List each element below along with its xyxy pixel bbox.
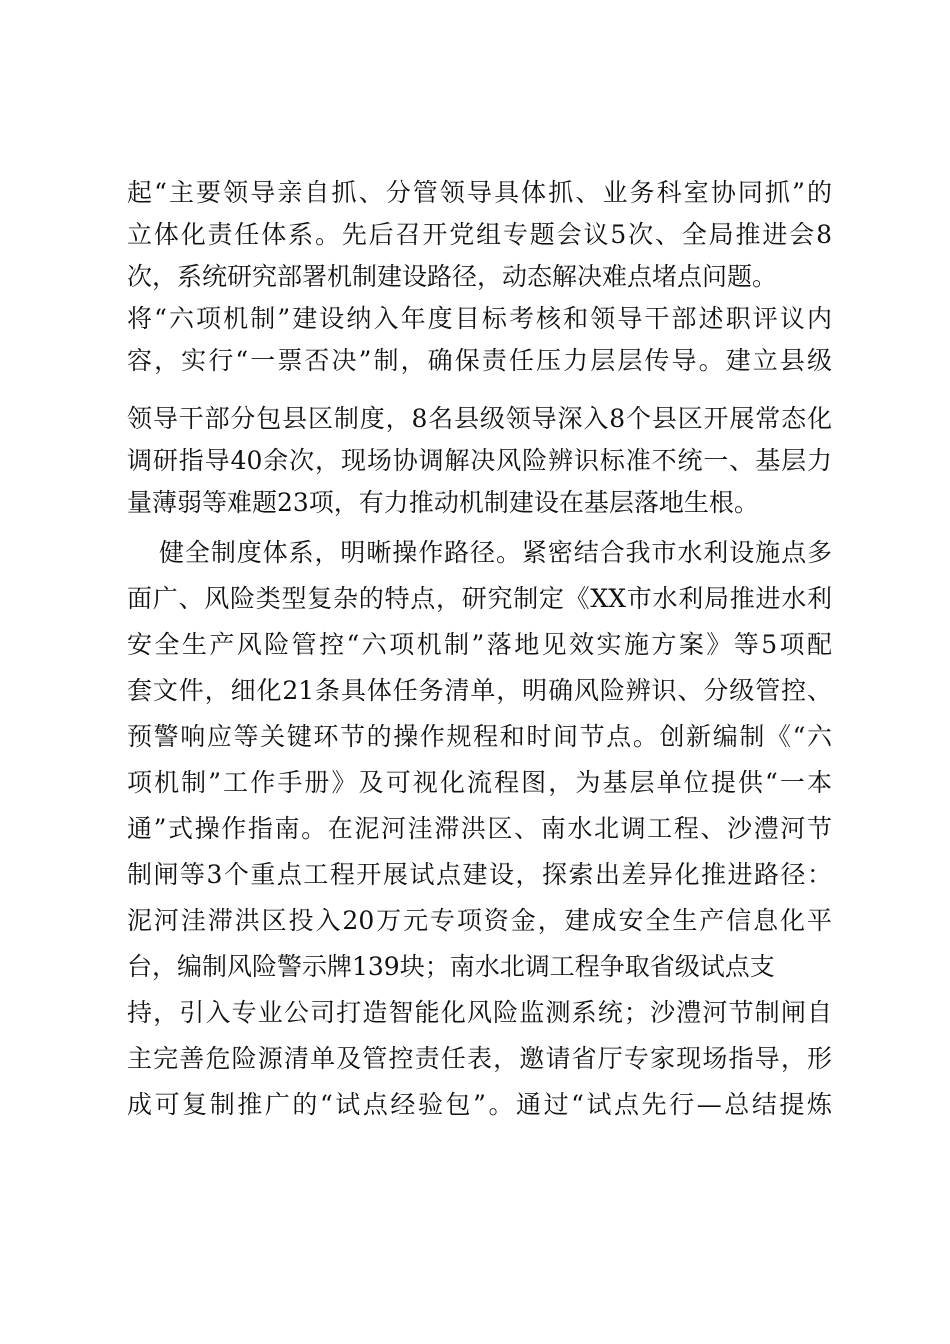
text-line: 次，系统研究部署机制建设路径，动态解决难点堵点问题。	[127, 262, 778, 291]
text-line: 套文件，细化21条具体任务清单，明确风险辨识、分级管控、	[127, 676, 832, 705]
text-line: 通”式操作指南。在泥河洼滞洪区、南水北调工程、沙澧河节	[127, 814, 832, 843]
text-line: 制闸等3个重点工程开展试点建设，探索出差异化推进路径：	[127, 860, 832, 889]
text-line: 立体化责任体系。先后召开党组专题会议5次、全局推进会8	[127, 220, 832, 249]
text-line: 持，引入专业公司打造智能化风险监测系统；沙澧河节制闸自	[127, 998, 832, 1027]
text-line: 安全生产风险管控“六项机制”落地见效实施方案》等5项配	[127, 630, 832, 659]
text-line: 起“主要领导亲自抓、分管领导具体抓、业务科室协同抓”的	[127, 178, 832, 207]
text-line: 调研指导40余次，现场协调解决风险辨识标准不统一、基层力	[127, 446, 832, 475]
text-line: 项机制”工作手册》及可视化流程图，为基层单位提供“一本	[127, 768, 832, 797]
text-line: 主完善危险源清单及管控责任表，邀请省厅专家现场指导，形	[127, 1044, 832, 1073]
text-line: 预警响应等关键环节的操作规程和时间节点。创新编制《“六	[127, 722, 832, 751]
text-line: 量薄弱等难题23项，有力推动机制建设在基层落地生根。	[127, 488, 759, 517]
text-line: 领导干部分包县区制度，8名县级领导深入8个县区开展常态化	[127, 404, 832, 433]
text-line: 将“六项机制”建设纳入年度目标考核和领导干部述职评议内	[127, 304, 832, 333]
text-line: 容，实行“一票否决”制，确保责任压力层层传导。建立县级	[127, 346, 832, 375]
text-line: 成可复制推广的“试点经验包”。通过“试点先行—总结提炼	[127, 1090, 832, 1119]
text-line: 台，编制风险警示牌139块；南水北调工程争取省级试点支	[127, 952, 775, 981]
text-line: 面广、风险类型复杂的特点，研究制定《XX市水利局推进水利	[127, 584, 832, 613]
text-line: 泥河洼滞洪区投入20万元专项资金，建成安全生产信息化平	[127, 906, 832, 935]
paragraph-heading-line: 健全制度体系，明晰操作路径。紧密结合我市水利设施点多	[159, 538, 832, 567]
